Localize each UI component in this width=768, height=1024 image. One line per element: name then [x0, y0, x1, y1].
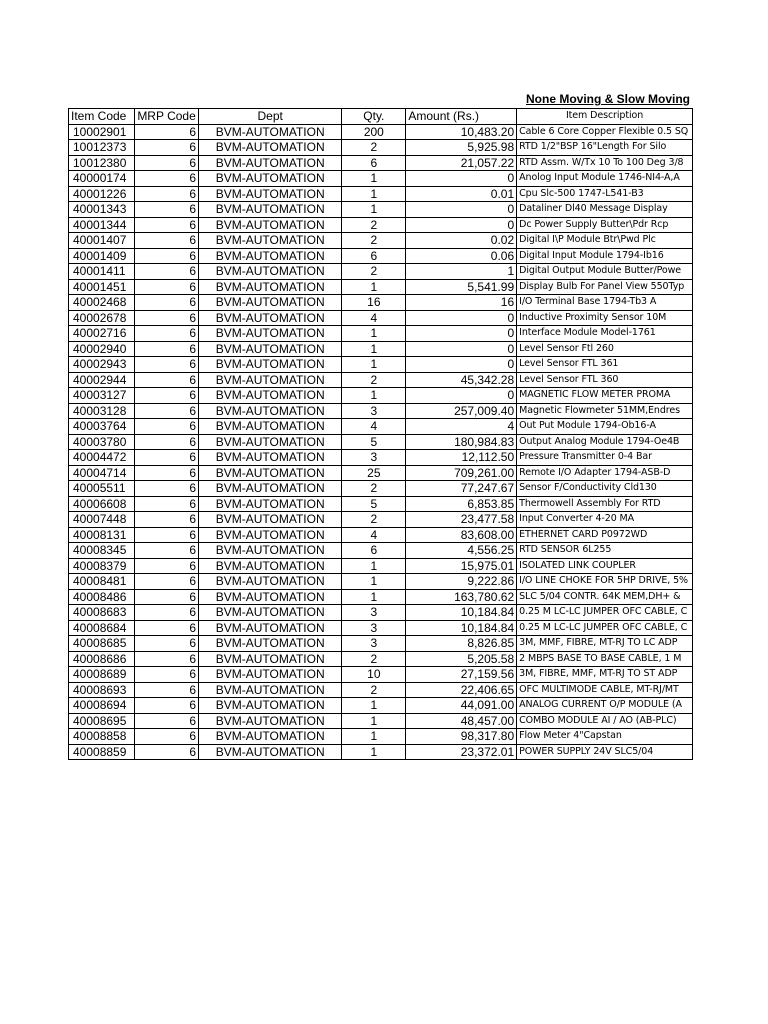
cell-item-description: ETHERNET CARD P0972WD [517, 527, 693, 543]
cell-qty: 4 [342, 527, 406, 543]
cell-amount: 0 [406, 217, 517, 233]
cell-qty: 1 [342, 574, 406, 590]
cell-qty: 2 [342, 217, 406, 233]
cell-dept: BVM-AUTOMATION [199, 512, 342, 528]
cell-amount: 23,477.58 [406, 512, 517, 528]
cell-item-description: Thermowell Assembly For RTD [517, 496, 693, 512]
cell-item-description: RTD Assm. W/Tx 10 To 100 Deg 3/8 [517, 155, 693, 171]
table-row [69, 310, 693, 326]
cell-mrp-code: 6 [135, 155, 199, 171]
cell-item-code: 40008685 [69, 636, 135, 652]
header-dept: Dept [199, 109, 342, 125]
cell-item-code: 40001409 [69, 248, 135, 264]
cell-item-code: 40001343 [69, 202, 135, 218]
cell-mrp-code: 6 [135, 465, 199, 481]
table-row [69, 744, 693, 760]
cell-item-code: 40007448 [69, 512, 135, 528]
cell-dept: BVM-AUTOMATION [199, 620, 342, 636]
cell-qty: 6 [342, 248, 406, 264]
cell-item-description: Sensor F/Conductivity Cld130 [517, 481, 693, 497]
cell-mrp-code: 6 [135, 729, 199, 745]
table-row [69, 465, 693, 481]
cell-qty: 6 [342, 543, 406, 559]
cell-amount: 0 [406, 171, 517, 187]
cell-item-code: 40008686 [69, 651, 135, 667]
cell-qty: 1 [342, 171, 406, 187]
cell-item-code: 40008695 [69, 713, 135, 729]
cell-item-description: MAGNETIC FLOW METER PROMA [517, 388, 693, 404]
cell-item-description: 3M, MMF, FIBRE, MT-RJ TO LC ADP [517, 636, 693, 652]
cell-mrp-code: 6 [135, 434, 199, 450]
cell-qty: 2 [342, 264, 406, 280]
cell-mrp-code: 6 [135, 202, 199, 218]
table-row [69, 357, 693, 373]
cell-amount: 10,184.84 [406, 620, 517, 636]
cell-item-code: 40001411 [69, 264, 135, 280]
table-row [69, 667, 693, 683]
cell-amount: 5,541.99 [406, 279, 517, 295]
cell-item-description: OFC MULTIMODE CABLE, MT-RJ/MT [517, 682, 693, 698]
cell-item-code: 40008859 [69, 744, 135, 760]
cell-dept: BVM-AUTOMATION [199, 248, 342, 264]
cell-qty: 200 [342, 124, 406, 140]
table-row [69, 186, 693, 202]
cell-amount: 8,826.85 [406, 636, 517, 652]
cell-item-description: ANALOG CURRENT O/P MODULE (A [517, 698, 693, 714]
cell-mrp-code: 6 [135, 620, 199, 636]
table-row [69, 620, 693, 636]
cell-mrp-code: 6 [135, 171, 199, 187]
cell-item-description: Digital Input Module 1794-Ib16 [517, 248, 693, 264]
cell-item-description: Digital I\P Module Btr\Pwd Plc [517, 233, 693, 249]
cell-item-code: 40002468 [69, 295, 135, 311]
cell-qty: 3 [342, 620, 406, 636]
cell-qty: 2 [342, 512, 406, 528]
cell-qty: 2 [342, 140, 406, 156]
table-row [69, 481, 693, 497]
cell-amount: 12,112.50 [406, 450, 517, 466]
cell-item-code: 40008694 [69, 698, 135, 714]
cell-amount: 1 [406, 264, 517, 280]
cell-amount: 4 [406, 419, 517, 435]
cell-mrp-code: 6 [135, 403, 199, 419]
cell-item-description: Magnetic Flowmeter 51MM,Endres [517, 403, 693, 419]
cell-item-code: 40008689 [69, 667, 135, 683]
cell-dept: BVM-AUTOMATION [199, 419, 342, 435]
cell-dept: BVM-AUTOMATION [199, 233, 342, 249]
cell-dept: BVM-AUTOMATION [199, 140, 342, 156]
cell-qty: 1 [342, 713, 406, 729]
cell-qty: 2 [342, 682, 406, 698]
cell-item-description: 0.25 M LC-LC JUMPER OFC CABLE, C [517, 620, 693, 636]
table-row [69, 341, 693, 357]
cell-item-code: 40000174 [69, 171, 135, 187]
cell-item-code: 40002944 [69, 372, 135, 388]
cell-item-description: I/O Terminal Base 1794-Tb3 A [517, 295, 693, 311]
cell-mrp-code: 6 [135, 543, 199, 559]
cell-amount: 0 [406, 357, 517, 373]
cell-amount: 0.02 [406, 233, 517, 249]
cell-item-code: 10012380 [69, 155, 135, 171]
table-row [69, 713, 693, 729]
cell-mrp-code: 6 [135, 233, 199, 249]
table-row [69, 388, 693, 404]
cell-item-description: Flow Meter 4"Capstan [517, 729, 693, 745]
cell-amount: 0 [406, 341, 517, 357]
table-row [69, 450, 693, 466]
cell-amount: 27,159.56 [406, 667, 517, 683]
cell-dept: BVM-AUTOMATION [199, 558, 342, 574]
cell-qty: 4 [342, 419, 406, 435]
cell-mrp-code: 6 [135, 589, 199, 605]
cell-item-code: 40003127 [69, 388, 135, 404]
cell-mrp-code: 6 [135, 450, 199, 466]
cell-item-code: 40008379 [69, 558, 135, 574]
cell-qty: 3 [342, 450, 406, 466]
cell-qty: 1 [342, 698, 406, 714]
cell-item-code: 40001344 [69, 217, 135, 233]
cell-qty: 1 [342, 388, 406, 404]
cell-mrp-code: 6 [135, 698, 199, 714]
table-row [69, 651, 693, 667]
cell-amount: 45,342.28 [406, 372, 517, 388]
table-row [69, 419, 693, 435]
header-amount: Amount (Rs.) [406, 109, 517, 125]
cell-qty: 2 [342, 372, 406, 388]
cell-qty: 1 [342, 589, 406, 605]
cell-item-description: I/O LINE CHOKE FOR 5HP DRIVE, 5% [517, 574, 693, 590]
table-body [69, 124, 693, 760]
table-row [69, 248, 693, 264]
cell-mrp-code: 6 [135, 419, 199, 435]
cell-dept: BVM-AUTOMATION [199, 589, 342, 605]
cell-amount: 10,184.84 [406, 605, 517, 621]
cell-dept: BVM-AUTOMATION [199, 574, 342, 590]
cell-dept: BVM-AUTOMATION [199, 713, 342, 729]
table-row [69, 217, 693, 233]
cell-dept: BVM-AUTOMATION [199, 496, 342, 512]
cell-item-code: 40008345 [69, 543, 135, 559]
cell-item-description: Digital Output Module Butter/Powe [517, 264, 693, 280]
table-row [69, 512, 693, 528]
cell-dept: BVM-AUTOMATION [199, 434, 342, 450]
cell-dept: BVM-AUTOMATION [199, 543, 342, 559]
cell-qty: 1 [342, 326, 406, 342]
table-row [69, 233, 693, 249]
cell-mrp-code: 6 [135, 481, 199, 497]
cell-qty: 2 [342, 481, 406, 497]
cell-qty: 1 [342, 279, 406, 295]
cell-amount: 9,222.86 [406, 574, 517, 590]
cell-item-description: 2 MBPS BASE TO BASE CABLE, 1 M [517, 651, 693, 667]
table-row [69, 403, 693, 419]
cell-item-description: Level Sensor Ftl 260 [517, 341, 693, 357]
cell-mrp-code: 6 [135, 279, 199, 295]
cell-dept: BVM-AUTOMATION [199, 372, 342, 388]
table-row [69, 589, 693, 605]
cell-amount: 44,091.00 [406, 698, 517, 714]
cell-dept: BVM-AUTOMATION [199, 171, 342, 187]
cell-item-code: 40002716 [69, 326, 135, 342]
table-row [69, 279, 693, 295]
cell-mrp-code: 6 [135, 217, 199, 233]
cell-item-description: 3M, FIBRE, MMF, MT-RJ TO ST ADP [517, 667, 693, 683]
cell-mrp-code: 6 [135, 140, 199, 156]
table-row [69, 140, 693, 156]
table-row [69, 729, 693, 745]
cell-item-code: 40003128 [69, 403, 135, 419]
cell-item-code: 40006608 [69, 496, 135, 512]
table-row [69, 155, 693, 171]
cell-item-code: 40002943 [69, 357, 135, 373]
cell-item-code: 40002678 [69, 310, 135, 326]
table-row [69, 558, 693, 574]
cell-dept: BVM-AUTOMATION [199, 403, 342, 419]
cell-item-description: Anolog Input Module 1746-NI4-A,A [517, 171, 693, 187]
cell-mrp-code: 6 [135, 744, 199, 760]
cell-item-description: Level Sensor FTL 361 [517, 357, 693, 373]
table-row [69, 124, 693, 140]
cell-qty: 1 [342, 357, 406, 373]
cell-item-description: Interface Module Model-1761 [517, 326, 693, 342]
cell-mrp-code: 6 [135, 527, 199, 543]
cell-amount: 23,372.01 [406, 744, 517, 760]
cell-qty: 16 [342, 295, 406, 311]
cell-item-description: RTD SENSOR 6L255 [517, 543, 693, 559]
cell-dept: BVM-AUTOMATION [199, 450, 342, 466]
cell-qty: 1 [342, 744, 406, 760]
cell-mrp-code: 6 [135, 326, 199, 342]
cell-item-code: 40008684 [69, 620, 135, 636]
cell-item-description: Output Analog Module 1794-Oe4B [517, 434, 693, 450]
cell-amount: 163,780.62 [406, 589, 517, 605]
cell-qty: 5 [342, 496, 406, 512]
cell-dept: BVM-AUTOMATION [199, 744, 342, 760]
cell-mrp-code: 6 [135, 496, 199, 512]
cell-amount: 5,205.58 [406, 651, 517, 667]
cell-mrp-code: 6 [135, 713, 199, 729]
cell-dept: BVM-AUTOMATION [199, 279, 342, 295]
cell-item-code: 10002901 [69, 124, 135, 140]
cell-qty: 1 [342, 202, 406, 218]
cell-qty: 5 [342, 434, 406, 450]
header-item-code: Item Code [69, 109, 135, 125]
table-row [69, 295, 693, 311]
cell-item-description: Remote I/O Adapter 1794-ASB-D [517, 465, 693, 481]
cell-item-code: 40008858 [69, 729, 135, 745]
cell-mrp-code: 6 [135, 682, 199, 698]
cell-amount: 10,483.20 [406, 124, 517, 140]
cell-item-code: 40001451 [69, 279, 135, 295]
cell-item-description: COMBO MODULE AI / AO (AB-PLC) [517, 713, 693, 729]
cell-amount: 48,457.00 [406, 713, 517, 729]
table-row [69, 372, 693, 388]
cell-dept: BVM-AUTOMATION [199, 310, 342, 326]
cell-amount: 0 [406, 202, 517, 218]
cell-item-description: Dataliner Dl40 Message Display [517, 202, 693, 218]
cell-qty: 3 [342, 605, 406, 621]
cell-mrp-code: 6 [135, 341, 199, 357]
cell-dept: BVM-AUTOMATION [199, 341, 342, 357]
cell-mrp-code: 6 [135, 636, 199, 652]
cell-qty: 1 [342, 729, 406, 745]
cell-item-description: Display Bulb For Panel View 550Typ [517, 279, 693, 295]
cell-dept: BVM-AUTOMATION [199, 326, 342, 342]
cell-qty: 4 [342, 310, 406, 326]
cell-dept: BVM-AUTOMATION [199, 651, 342, 667]
cell-item-description: Level Sensor FTL 360 [517, 372, 693, 388]
cell-dept: BVM-AUTOMATION [199, 186, 342, 202]
table-row [69, 574, 693, 590]
table-row [69, 496, 693, 512]
cell-mrp-code: 6 [135, 357, 199, 373]
cell-amount: 0 [406, 326, 517, 342]
cell-qty: 1 [342, 558, 406, 574]
table-row [69, 434, 693, 450]
cell-dept: BVM-AUTOMATION [199, 636, 342, 652]
cell-mrp-code: 6 [135, 264, 199, 280]
cell-item-description: ISOLATED LINK COUPLER [517, 558, 693, 574]
table-row [69, 543, 693, 559]
cell-item-description: Dc Power Supply Butter\Pdr Rcp [517, 217, 693, 233]
cell-item-code: 40001407 [69, 233, 135, 249]
cell-amount: 180,984.83 [406, 434, 517, 450]
cell-mrp-code: 6 [135, 310, 199, 326]
cell-mrp-code: 6 [135, 124, 199, 140]
cell-qty: 6 [342, 155, 406, 171]
table-row [69, 527, 693, 543]
cell-dept: BVM-AUTOMATION [199, 388, 342, 404]
cell-mrp-code: 6 [135, 574, 199, 590]
cell-item-code: 40005511 [69, 481, 135, 497]
cell-amount: 98,317.80 [406, 729, 517, 745]
cell-amount: 16 [406, 295, 517, 311]
cell-mrp-code: 6 [135, 388, 199, 404]
cell-dept: BVM-AUTOMATION [199, 202, 342, 218]
cell-amount: 15,975.01 [406, 558, 517, 574]
cell-mrp-code: 6 [135, 186, 199, 202]
cell-item-description: POWER SUPPLY 24V SLC5/04 [517, 744, 693, 760]
table-row [69, 326, 693, 342]
cell-item-code: 40003780 [69, 434, 135, 450]
cell-item-code: 40008486 [69, 589, 135, 605]
cell-dept: BVM-AUTOMATION [199, 667, 342, 683]
cell-amount: 0.06 [406, 248, 517, 264]
header-qty: Qty. [342, 109, 406, 125]
cell-item-code: 40008481 [69, 574, 135, 590]
table-row [69, 605, 693, 621]
cell-amount: 77,247.67 [406, 481, 517, 497]
cell-item-code: 40004472 [69, 450, 135, 466]
cell-dept: BVM-AUTOMATION [199, 295, 342, 311]
cell-dept: BVM-AUTOMATION [199, 605, 342, 621]
cell-dept: BVM-AUTOMATION [199, 481, 342, 497]
cell-dept: BVM-AUTOMATION [199, 729, 342, 745]
header-row [69, 109, 693, 125]
cell-mrp-code: 6 [135, 295, 199, 311]
cell-amount: 257,009.40 [406, 403, 517, 419]
report-title: None Moving & Slow Moving [526, 92, 690, 106]
cell-amount: 21,057.22 [406, 155, 517, 171]
cell-qty: 3 [342, 403, 406, 419]
cell-qty: 2 [342, 651, 406, 667]
header-mrp-code: MRP Code [135, 109, 199, 125]
cell-qty: 1 [342, 186, 406, 202]
cell-dept: BVM-AUTOMATION [199, 124, 342, 140]
cell-amount: 5,925.98 [406, 140, 517, 156]
cell-mrp-code: 6 [135, 512, 199, 528]
cell-mrp-code: 6 [135, 605, 199, 621]
cell-item-code: 40008693 [69, 682, 135, 698]
cell-item-description: Cable 6 Core Copper Flexible 0.5 SQ [517, 124, 693, 140]
cell-dept: BVM-AUTOMATION [199, 527, 342, 543]
table-row [69, 202, 693, 218]
cell-item-description: RTD 1/2"BSP 16"Length For Silo [517, 140, 693, 156]
cell-mrp-code: 6 [135, 248, 199, 264]
cell-item-code: 40004714 [69, 465, 135, 481]
cell-amount: 0.01 [406, 186, 517, 202]
cell-item-code: 40001226 [69, 186, 135, 202]
cell-item-code: 10012373 [69, 140, 135, 156]
cell-dept: BVM-AUTOMATION [199, 465, 342, 481]
cell-qty: 2 [342, 233, 406, 249]
cell-dept: BVM-AUTOMATION [199, 264, 342, 280]
cell-item-description: Pressure Transmitter 0-4 Bar [517, 450, 693, 466]
cell-item-description: Cpu Slc-500 1747-L541-B3 [517, 186, 693, 202]
cell-amount: 22,406.65 [406, 682, 517, 698]
cell-amount: 83,608.00 [406, 527, 517, 543]
table-row [69, 636, 693, 652]
cell-amount: 0 [406, 388, 517, 404]
cell-mrp-code: 6 [135, 372, 199, 388]
cell-qty: 25 [342, 465, 406, 481]
cell-item-code: 40003764 [69, 419, 135, 435]
cell-dept: BVM-AUTOMATION [199, 155, 342, 171]
cell-item-description: SLC 5/04 CONTR. 64K MEM,DH+ & [517, 589, 693, 605]
cell-dept: BVM-AUTOMATION [199, 682, 342, 698]
cell-item-description: Inductive Proximity Sensor 10M [517, 310, 693, 326]
cell-dept: BVM-AUTOMATION [199, 217, 342, 233]
header-item-description: Item Description [517, 109, 693, 125]
cell-qty: 3 [342, 636, 406, 652]
cell-mrp-code: 6 [135, 651, 199, 667]
cell-item-description: Input Converter 4-20 MA [517, 512, 693, 528]
cell-mrp-code: 6 [135, 558, 199, 574]
cell-qty: 10 [342, 667, 406, 683]
cell-amount: 4,556.25 [406, 543, 517, 559]
cell-item-description: Out Put Module 1794-Ob16-A [517, 419, 693, 435]
table-row [69, 264, 693, 280]
cell-item-code: 40008131 [69, 527, 135, 543]
cell-item-code: 40008683 [69, 605, 135, 621]
cell-item-description: 0.25 M LC-LC JUMPER OFC CABLE, C [517, 605, 693, 621]
cell-item-code: 40002940 [69, 341, 135, 357]
cell-amount: 0 [406, 310, 517, 326]
table-row [69, 698, 693, 714]
cell-amount: 709,261.00 [406, 465, 517, 481]
cell-mrp-code: 6 [135, 667, 199, 683]
cell-amount: 6,853.85 [406, 496, 517, 512]
cell-dept: BVM-AUTOMATION [199, 357, 342, 373]
cell-dept: BVM-AUTOMATION [199, 698, 342, 714]
cell-qty: 1 [342, 341, 406, 357]
table-row [69, 171, 693, 187]
inventory-table [68, 108, 693, 760]
table-row [69, 682, 693, 698]
